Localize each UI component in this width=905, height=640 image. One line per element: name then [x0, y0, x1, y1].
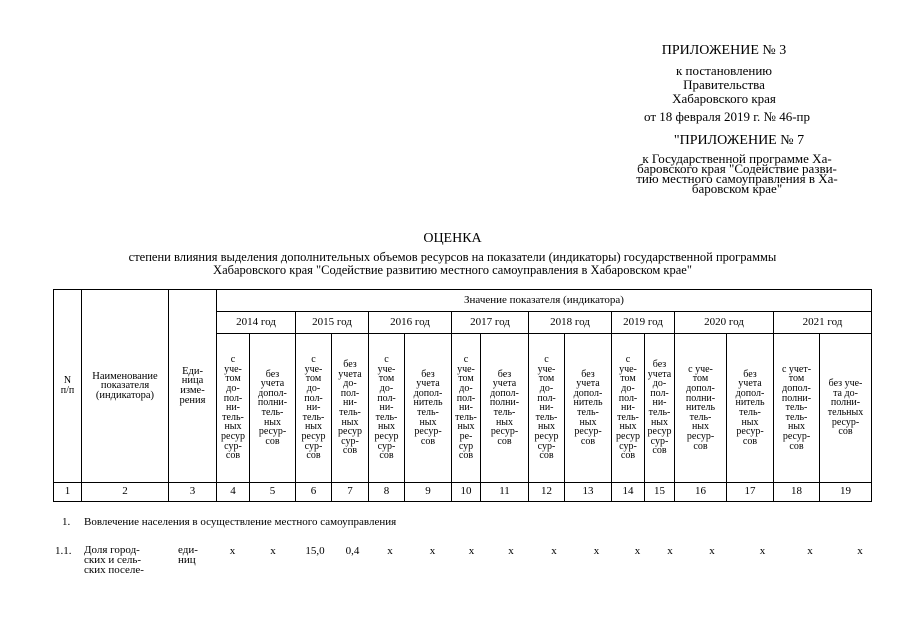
year-header: 2016 год [369, 312, 452, 334]
sub-header-with-resources: с уче- том допол- полни- нитель тель- ных ресур- сов [675, 334, 727, 483]
year-header: 2021 год [774, 312, 872, 334]
sub-header-without-resources: без уче- та до- полни- тельных ресур- сов [820, 334, 872, 483]
column-index: 13 [565, 483, 612, 502]
to-resolution-label: к постановлению [675, 63, 773, 78]
region-label: Хабаровского края [672, 91, 776, 106]
row-value: х [667, 545, 673, 557]
government-label: Правительства [683, 77, 765, 92]
appendix3-label: ПРИЛОЖЕНИЕ № 3 [661, 43, 787, 58]
column-index: 15 [645, 483, 675, 502]
sub-header-with-resources: с уче- том до- пол- ни- тель- ных ресур сур- сов [369, 334, 405, 483]
column-index: 12 [529, 483, 565, 502]
row-value: х [508, 545, 514, 557]
col-header-value: Значение показателя (индикатора) [217, 290, 872, 312]
column-index: 4 [217, 483, 250, 502]
col-header-unit: Еди- ница изме- рения [169, 290, 217, 483]
sub-header-with-resources: с уче- том до- пол- ни- тель- ных ресур сур- сов [296, 334, 332, 483]
column-index: 19 [820, 483, 872, 502]
year-header: 2018 год [529, 312, 612, 334]
sub-header-without-resources: без учета допол- полни- тель- ных ресур- сов [481, 334, 529, 483]
section-title: Вовлечение населения в осуществление местного самоуправления [84, 516, 397, 528]
year-header: 2017 год [452, 312, 529, 334]
column-index: 8 [369, 483, 405, 502]
column-index: 17 [727, 483, 774, 502]
row-value: х [759, 545, 766, 557]
column-index: 14 [612, 483, 645, 502]
document-title: ОЦЕНКА [423, 231, 482, 246]
sub-header-without-resources: без учета допол- нитель тель- ных ресур- сов [565, 334, 612, 483]
row-value: х [229, 545, 236, 557]
column-index: 2 [82, 483, 169, 502]
row-value: х [429, 545, 436, 557]
column-index-row [54, 483, 872, 502]
row-value: х [551, 545, 557, 557]
document-subtitle-line2: Хабаровского края "Содействие развитию местного самоуправления в Хабаровском крае" [213, 263, 692, 277]
resolution-date: от 18 февраля 2019 г. № 46-пр [644, 109, 810, 124]
row-value: х [270, 545, 276, 557]
year-header: 2015 год [296, 312, 369, 334]
sub-header-with-resources: с уче- том до- пол- ни- тель- ных ресур сур- сов [612, 334, 645, 483]
row-number: 1.1. [55, 545, 72, 557]
year-header: 2019 год [612, 312, 675, 334]
program-reference: к Государственной программе Ха- баровского края "Содействие разви- тию местного самоуправления в Ха- баровском крае" [636, 151, 838, 196]
column-index: 5 [250, 483, 296, 502]
column-index: 7 [332, 483, 369, 502]
sub-header-without-resources: без учета допол- полни- тель- ных ресур- сов [250, 334, 296, 483]
row-value: 0,4 [345, 545, 360, 557]
col-header-number: N п/п [54, 290, 82, 483]
column-index: 18 [774, 483, 820, 502]
row-value: х [387, 545, 393, 557]
year-header: 2020 год [675, 312, 774, 334]
column-index: 10 [452, 483, 481, 502]
column-index: 1 [54, 483, 82, 502]
row-value: х [634, 545, 641, 557]
row-value: х [709, 545, 715, 557]
column-index: 3 [169, 483, 217, 502]
section-number: 1. [62, 516, 71, 528]
sub-header-without-resources: без учета допол- нитель тель- ных ресур- сов [727, 334, 774, 483]
row-indicator-name: Доля город- ских и сель- ских поселе- [84, 544, 144, 576]
sub-header-with-resources: с учет- том допол- полни- тель- тель- ных ресур- сов [774, 334, 820, 483]
column-index: 6 [296, 483, 332, 502]
sub-header-with-resources: с уче- том до- пол- ни- тель- ных ресур сур- сов [529, 334, 565, 483]
sub-header-without-resources: без учета допол- нитель тель- ных ресур- сов [405, 334, 452, 483]
row-value: х [807, 545, 813, 557]
row-value: 15,0 [305, 545, 325, 557]
row-value: х [593, 545, 600, 557]
sub-header-without-resources: без учета до- пол- ни- тель- ных ресур сур- сов [645, 334, 675, 483]
col-header-name: Наименование показателя (индикатора) [82, 290, 169, 483]
column-index: 11 [481, 483, 529, 502]
column-index: 16 [675, 483, 727, 502]
year-header: 2014 год [217, 312, 296, 334]
indicator-table [53, 289, 872, 502]
row-value: х [857, 545, 863, 557]
row-unit: еди- ниц [178, 544, 198, 566]
sub-header-without-resources: без учета до- пол- ни- тель- ных ресур сур- сов [332, 334, 369, 483]
sub-header-with-resources: с уче- том до- пол- ни- тель- ных ре- сур сов [452, 334, 481, 483]
column-index: 9 [405, 483, 452, 502]
sub-header-with-resources: с уче- том до- пол- ни- тель- ных ресур сур- сов [217, 334, 250, 483]
row-value: х [468, 545, 475, 557]
document-subtitle-line1: степени влияния выделения дополнительных объемов ресурсов на показатели (индикаторы) государственной программы [128, 250, 777, 264]
appendix7-label: "ПРИЛОЖЕНИЕ № 7 [673, 133, 805, 148]
